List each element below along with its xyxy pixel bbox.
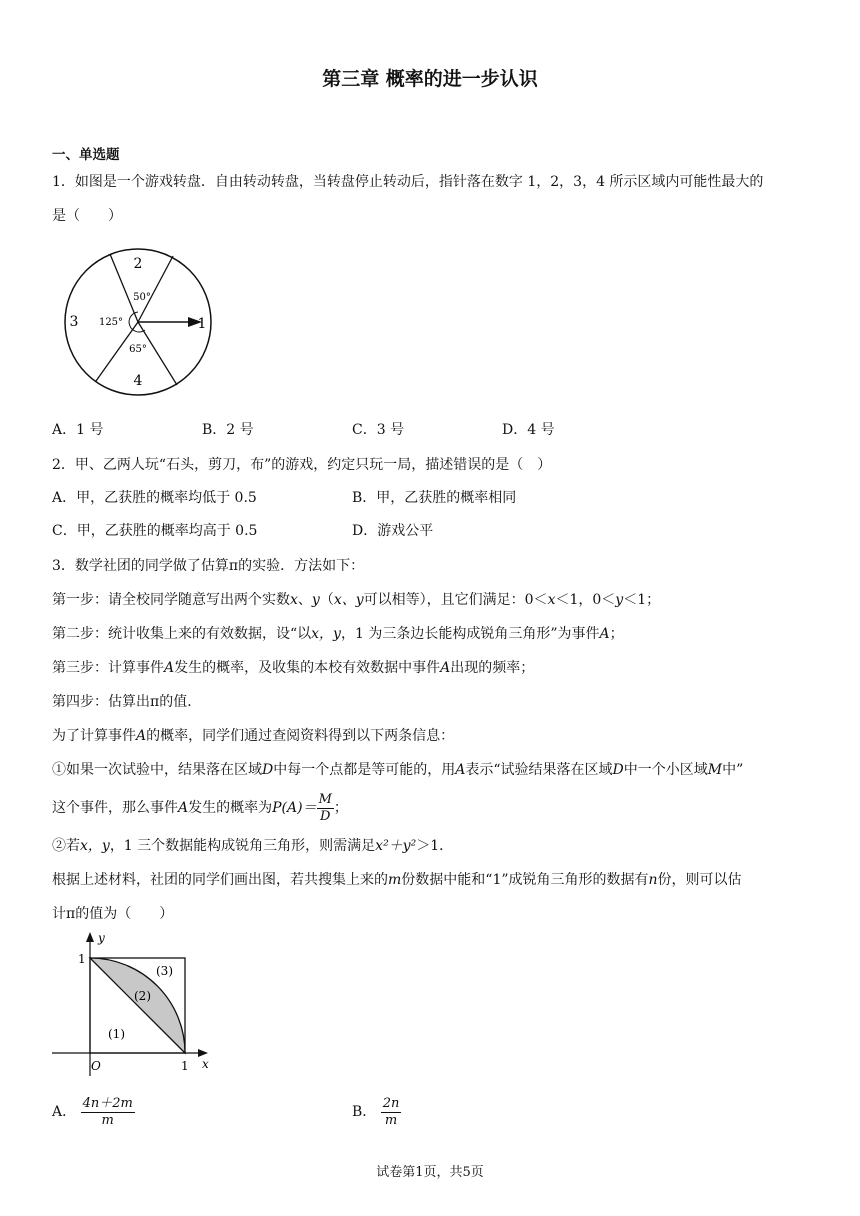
q3-question-line2: 计π的值为（ ） <box>52 906 174 922</box>
q1-option-c[interactable]: C．3 号 <box>352 422 405 438</box>
probability-fraction: $\frac{M}{D}$ <box>318 791 332 824</box>
q2-option-d[interactable]: D．游戏公平 <box>352 523 434 539</box>
region-1-label: (1) <box>108 1027 125 1041</box>
q3-info-intro: 为了计算事件A的概率，同学们通过查阅资料得到以下两条信息： <box>52 728 455 744</box>
q3-question-line1: 根据上述材料，社团的同学们画出图，若共搜集上来的m份数据中能和“1”成锐角三角形的数据有n份，则可以估 <box>52 872 742 888</box>
option-a-fraction: $\frac{4n+2m}{m}$ <box>82 1095 133 1128</box>
sector-label-2: 2 <box>133 256 143 272</box>
region-2-label: (2) <box>134 989 151 1003</box>
q3-step3: 第三步：计算事件A发生的概率，及收集的本校有效数据中事件A出现的频率； <box>52 660 535 676</box>
y-tick-1: 1 <box>78 952 86 966</box>
quarter-circle-figure <box>52 928 220 1080</box>
page-title: 第三章 概率的进一步认识 <box>322 68 538 90</box>
sector-label-4: 4 <box>133 373 143 389</box>
q1-option-b[interactable]: B．2 号 <box>202 422 254 438</box>
page-footer: 试卷第1页，共5页 <box>376 1165 484 1180</box>
y-axis-label: y <box>98 931 105 945</box>
sector-label-1: 1 <box>197 316 207 332</box>
q3-step1: 第一步：请全校同学随意写出两个实数x、y（x、y可以相等），且它们满足：0＜x＜1，0＜y＜1； <box>52 592 661 608</box>
spinner-figure <box>60 248 220 408</box>
angle-label-50: 50° <box>133 292 151 303</box>
spinner-divider <box>138 256 173 322</box>
q2-option-c[interactable]: C．甲，乙获胜的概率均高于 0.5 <box>52 523 258 539</box>
origin-label: O <box>91 1059 101 1073</box>
q1-stem-line2: 是（ ） <box>52 208 122 224</box>
option-b-fraction: $\frac{2n}{m}$ <box>382 1095 400 1128</box>
q2-stem: 2．甲、乙两人玩“石头，剪刀，布”的游戏，约定只玩一局，描述错误的是（ ） <box>52 457 552 473</box>
angle-label-125: 125° <box>98 317 124 328</box>
angle-label-65: 65° <box>129 344 147 355</box>
q3-step2: 第二步：统计收集上来的有效数据，设“以x，y，1 为三条边长能构成锐角三角形”为事件A； <box>52 626 624 642</box>
q1-option-d[interactable]: D．4 号 <box>502 422 555 438</box>
q3-info-1-formula: 这个事件，那么事件A发生的概率为P(A)＝ $\frac{M}{D}$ ； <box>52 791 348 824</box>
x-tick-1: 1 <box>181 1059 189 1073</box>
q3-info-1: ①如果一次试验中，结果落在区域D中每一个点都是等可能的，用A表示“试验结果落在区域D中一个小区域M中” <box>52 762 744 778</box>
q3-option-b[interactable]: B． $\frac{2n}{m}$ <box>352 1095 400 1128</box>
q3-step4: 第四步：估算出π的值． <box>52 694 202 710</box>
region-3-label: (3) <box>156 964 173 978</box>
q3-option-a[interactable]: A． $\frac{4n+2m}{m}$ <box>52 1095 133 1128</box>
q3-stem-line1: 3．数学社团的同学做了估算π的实验．方法如下： <box>52 558 365 574</box>
x-axis-arrow <box>198 1049 208 1057</box>
sector-label-3: 3 <box>69 314 79 330</box>
y-axis-arrow <box>86 932 94 942</box>
q2-option-b[interactable]: B．甲，乙获胜的概率相同 <box>352 490 517 506</box>
q1-stem-line1: 1．如图是一个游戏转盘．自由转动转盘，当转盘停止转动后，指针落在数字 1，2，3，4 所示区域内可能性最大的 <box>52 174 764 190</box>
x-axis-label: x <box>202 1057 209 1071</box>
section-heading: 一、单选题 <box>52 147 120 163</box>
q2-option-a[interactable]: A．甲，乙获胜的概率均低于 0.5 <box>52 490 257 506</box>
q1-option-a[interactable]: A．1 号 <box>52 422 104 438</box>
q3-info-2: ②若x，y，1 三个数据能构成锐角三角形，则需满足x²＋y²＞1． <box>52 838 454 854</box>
